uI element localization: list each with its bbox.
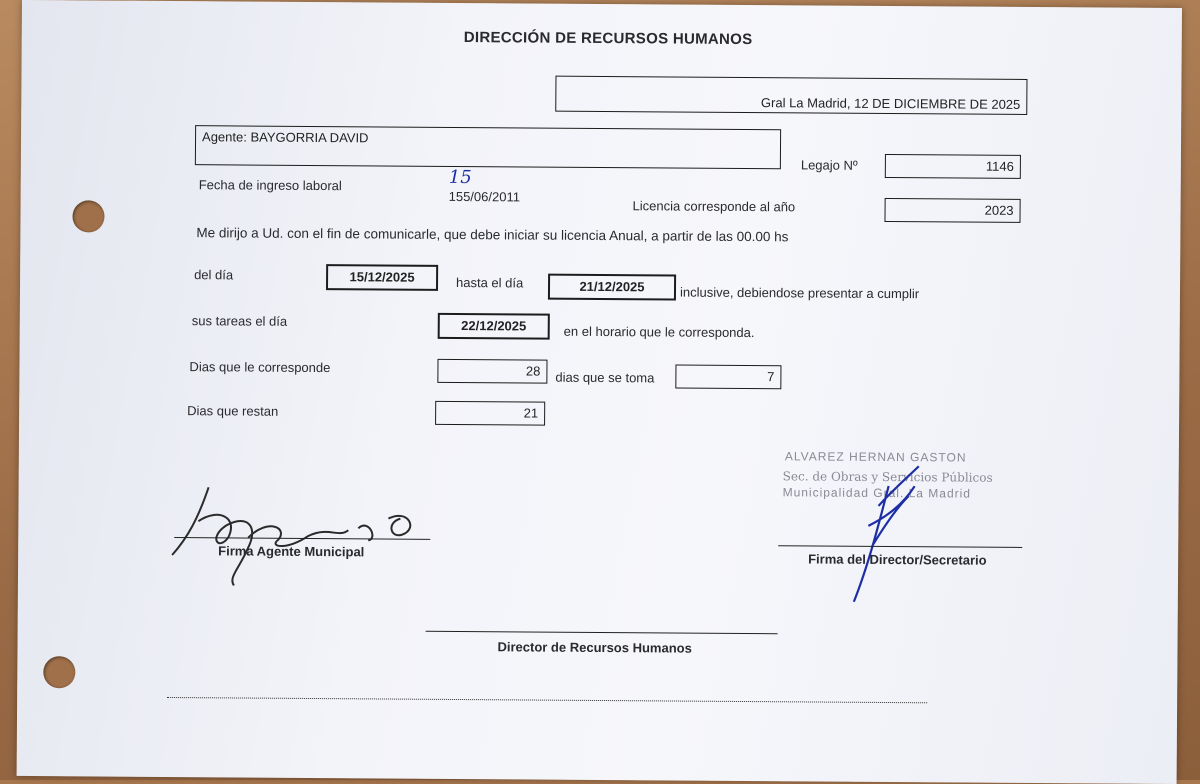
punch-hole-top (72, 200, 104, 232)
return-date-field: 22/12/2025 (438, 313, 550, 340)
dias-restan-label: Dias que restan (187, 403, 279, 419)
dias-corresponde-field: 28 (437, 359, 547, 384)
intro-text: Me dirijo a Ud. con el fin de comunicarle, que debe iniciar su licencia Anual, a partir de las 00.00 hs (196, 225, 789, 245)
legajo-field: 1146 (885, 154, 1021, 179)
del-dia-label: del día (194, 267, 234, 283)
dias-toma-label: dias que se toma (555, 369, 655, 386)
agent-signature (168, 477, 429, 589)
rrhh-signature-line (426, 631, 778, 634)
horario-text: en el horario que le corresponda. (563, 323, 755, 341)
cut-line (167, 697, 927, 703)
date-line: Gral La Madrid, 12 DE DICIEMBRE DE 2025 (760, 95, 1021, 112)
start-date-field: 15/12/2025 (326, 264, 438, 291)
licencia-year-field: 2023 (884, 198, 1020, 223)
stamp-position: Sec. de Obras y Servicios Públicos (782, 469, 993, 485)
dias-corresponde-label: Dias que le corresponde (189, 359, 331, 376)
licencia-label: Licencia corresponde al año (632, 198, 796, 215)
agent-signature-label: Firma Agente Municipal (218, 543, 365, 560)
legajo-label: Legajo Nº (800, 157, 858, 173)
leave-form-document (17, 0, 1182, 784)
date-line-box (555, 76, 1027, 115)
document-title: DIRECCIÓN DE RECURSOS HUMANOS (463, 29, 753, 49)
punch-hole-bottom (43, 656, 75, 688)
hasta-label: hasta el día (455, 274, 524, 291)
ingreso-label: Fecha de ingreso laboral (198, 177, 342, 194)
agent-name: Agente: BAYGORRIA DAVID (202, 129, 369, 146)
rrhh-signature-label: Director de Recursos Humanos (497, 639, 692, 656)
dias-restan-field: 21 (435, 401, 545, 426)
stamp-name: ALVAREZ HERNAN GASTON (784, 449, 967, 465)
stamp-entity: Municipalidad Gral. La Madrid (782, 485, 972, 501)
director-signature-label: Firma del Director/Secretario (808, 551, 987, 568)
tareas-label: sus tareas el día (191, 313, 288, 329)
dias-toma-field: 7 (675, 365, 781, 390)
end-date-field: 21/12/2025 (548, 274, 676, 301)
ingreso-handwritten-correction: 15 (448, 166, 472, 189)
ingreso-date: 155/06/2011 (448, 188, 521, 205)
director-signature (848, 466, 929, 607)
agent-name-box (195, 125, 781, 169)
inclusive-text: inclusive, debiendose presentar a cumplir (679, 284, 920, 302)
